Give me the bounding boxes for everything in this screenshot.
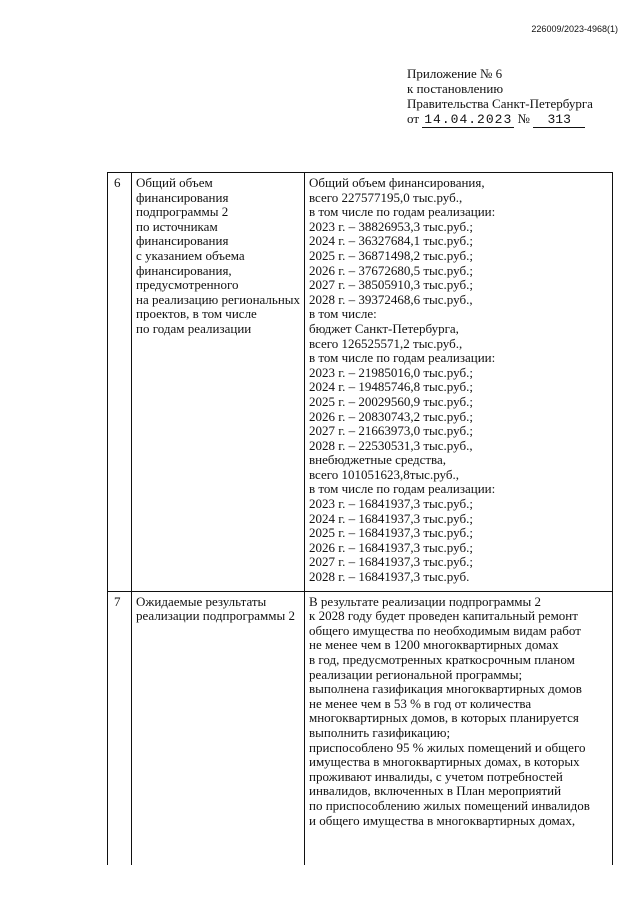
date-prefix: от bbox=[407, 111, 420, 126]
text-line: не менее чем в 53 % в год от количества bbox=[309, 695, 532, 711]
text-line: реализации региональной программы; bbox=[309, 666, 523, 682]
row-name bbox=[132, 591, 305, 865]
text-line: Общий объем bbox=[136, 175, 213, 190]
row-number: 7 bbox=[108, 591, 132, 865]
text-line: финансирования, bbox=[136, 262, 232, 278]
text-line: 2027 г. – 16841937,3 тыс.руб.; bbox=[309, 554, 473, 570]
text-line: и общего имущества в многоквартирных домах, bbox=[309, 812, 576, 828]
text-line: 2028 г. – 39372468,6 тыс.руб., bbox=[309, 291, 473, 307]
text-line: 2025 г. – 36871498,2 тыс.руб.; bbox=[309, 247, 473, 263]
number-prefix: № bbox=[517, 111, 530, 126]
text-line: по приспособлению жилых помещений инвалидов bbox=[309, 797, 590, 813]
text-line: Ожидаемые результаты bbox=[136, 593, 267, 609]
text-line: с указанием объема bbox=[136, 247, 245, 263]
text-line: проживают инвалиды, с учетом потребностей bbox=[309, 768, 563, 784]
text-line: 2026 г. – 37672680,5 тыс.руб.; bbox=[309, 262, 473, 278]
table-row-6 bbox=[108, 173, 613, 592]
text-line: не менее чем в 1200 многоквартирных домах bbox=[309, 637, 559, 653]
text-line: многоквартирных домов, в которых планируется bbox=[309, 710, 579, 726]
text-line: 2023 г. – 16841937,3 тыс.руб.; bbox=[309, 496, 473, 512]
text-line: в том числе по годам реализации: bbox=[309, 481, 496, 497]
text-line: Общий объем финансирования, bbox=[309, 175, 485, 190]
text-line: в том числе: bbox=[309, 306, 377, 322]
text-line: 2024 г. – 19485746,8 тыс.руб.; bbox=[309, 379, 473, 395]
row-number: 6 bbox=[108, 173, 132, 592]
text-line: 2027 г. – 21663973,0 тыс.руб.; bbox=[309, 423, 473, 439]
text-line: к 2028 году будет проведен капитальный ремонт bbox=[309, 608, 578, 624]
text-line: реализации подпрограммы 2 bbox=[136, 608, 295, 624]
resolution-number: 313 bbox=[533, 112, 585, 128]
row-content bbox=[305, 591, 613, 865]
text-line: имущества в многоквартирных домах, в которых bbox=[309, 754, 580, 770]
appendix-government: Правительства Санкт-Петербурга bbox=[407, 96, 593, 111]
text-line: предусмотренного bbox=[136, 277, 239, 293]
text-line: по источникам bbox=[136, 218, 218, 234]
document-number: 226009/2023-4968(1) bbox=[531, 24, 618, 34]
text-line: общего имущества по необходимым видам работ bbox=[309, 622, 581, 638]
text-line: всего 126525571,2 тыс.руб., bbox=[309, 335, 463, 351]
resolution-date: 14.04.2023 bbox=[424, 112, 513, 127]
text-line: всего 101051623,8тыс.руб., bbox=[309, 466, 459, 482]
text-line: В результате реализации подпрограммы 2 bbox=[309, 593, 542, 609]
program-table bbox=[107, 172, 613, 865]
text-line: 2025 г. – 20029560,9 тыс.руб.; bbox=[309, 393, 473, 409]
text-line: финансирования bbox=[136, 233, 229, 249]
text-line: проектов, в том числе bbox=[136, 306, 257, 322]
text-line: 2027 г. – 38505910,3 тыс.руб.; bbox=[309, 277, 473, 293]
text-line: 2026 г. – 20830743,2 тыс.руб.; bbox=[309, 408, 473, 424]
text-line: в том числе по годам реализации: bbox=[309, 350, 496, 366]
text-line: внебюджетные средства, bbox=[309, 452, 447, 468]
text-line: 2023 г. – 21985016,0 тыс.руб.; bbox=[309, 364, 473, 380]
text-line: инвалидов, включенных в План мероприятий bbox=[309, 783, 562, 799]
text-line: по годам реализации bbox=[136, 320, 252, 336]
table-row-7 bbox=[108, 591, 613, 865]
text-line: подпрограммы 2 bbox=[136, 204, 229, 220]
text-line: приспособлено 95 % жилых помещений и общего bbox=[309, 739, 586, 755]
text-line: в год, предусмотренных краткосрочным планом bbox=[309, 652, 575, 667]
row-content bbox=[305, 173, 613, 592]
text-line: 2025 г. – 16841937,3 тыс.руб.; bbox=[309, 525, 473, 541]
text-line: выполнена газификация многоквартирных домов bbox=[309, 681, 582, 697]
text-line: 2023 г. – 38826953,3 тыс.руб.; bbox=[309, 218, 473, 234]
appendix-title: Приложение № 6 bbox=[407, 66, 503, 81]
text-line: на реализацию региональных bbox=[136, 291, 301, 307]
appendix-date-line bbox=[407, 111, 593, 128]
text-line: 2024 г. – 36327684,1 тыс.руб.; bbox=[309, 233, 473, 249]
text-line: 2028 г. – 22530531,3 тыс.руб., bbox=[309, 437, 473, 453]
text-line: в том числе по годам реализации: bbox=[309, 204, 496, 220]
text-line: 2026 г. – 16841937,3 тыс.руб.; bbox=[309, 539, 473, 555]
text-line: бюджет Санкт-Петербурга, bbox=[309, 320, 459, 336]
text-line: 2024 г. – 16841937,3 тыс.руб.; bbox=[309, 510, 473, 526]
appendix-resolution: к постановлению bbox=[407, 81, 504, 96]
text-line: финансирования bbox=[136, 189, 229, 205]
appendix-header bbox=[407, 66, 593, 128]
text-line: выполнить газификацию; bbox=[309, 724, 451, 740]
text-line: всего 227577195,0 тыс.руб., bbox=[309, 189, 463, 205]
text-line: 2028 г. – 16841937,3 тыс.руб. bbox=[309, 569, 470, 585]
row-name bbox=[132, 173, 305, 592]
